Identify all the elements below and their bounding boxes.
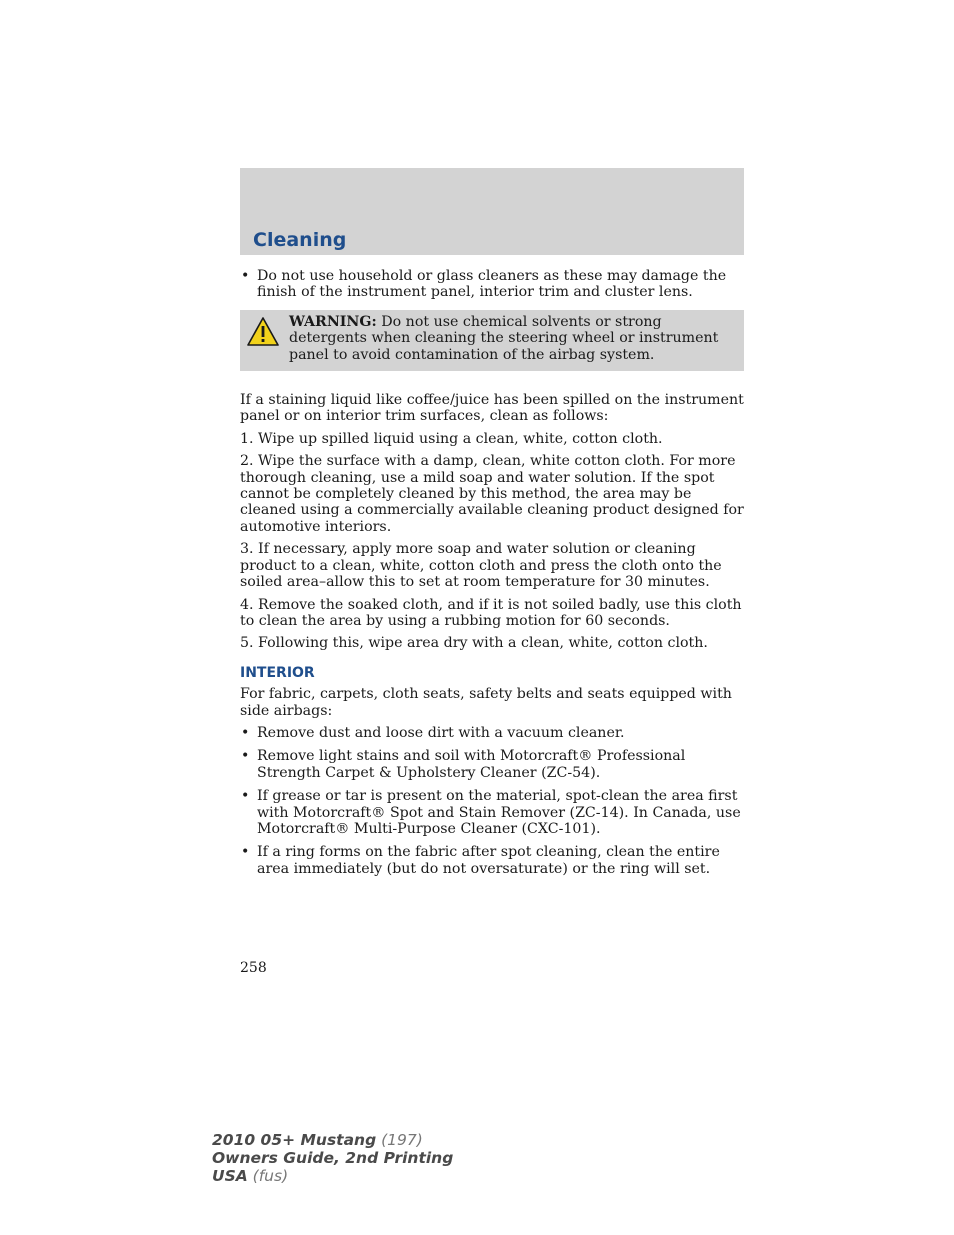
footer-model: 2010 05+ Mustang [212,1131,377,1149]
interior-intro: For fabric, carpets, cloth seats, safety belts and seats equipped with side airbags: [240,686,732,719]
footer-printing: Owners Guide, 2nd Printing [212,1149,454,1167]
list-item [240,725,744,741]
section-title: Cleaning [253,229,347,251]
footer-line-1 [212,1131,453,1149]
footer-line-2 [212,1149,453,1167]
step-1: 1. Wipe up spilled liquid using a clean, white, cotton cloth. [240,430,663,447]
list-item-text: Remove light stains and soil with Motorcraft® Professional Strength Carpet & Upholstery Cleaner (ZC-54). [257,748,686,781]
list-item [240,844,744,877]
list-item [240,748,744,781]
page-number: 258 [240,960,267,976]
warning-label: WARNING: [289,313,377,330]
warning-text: Do not use chemical solvents or strong detergents when cleaning the steering wheel or instrument panel to avoid contamination of the airbag system. [289,313,719,363]
bullet-glyph: • [241,268,250,284]
document-footer [212,1131,453,1185]
list-item [240,788,744,837]
footer-line-3 [212,1167,453,1185]
footer-market: USA [212,1167,248,1185]
section-header-band [240,168,744,255]
bullet-glyph: • [241,724,250,741]
bullet-glyph: • [241,844,250,861]
step-4: 4. Remove the soaked cloth, and if it is not soiled badly, use this cloth to clean the area by using a rubbing motion for 60 seconds. [240,596,742,629]
warning-box [240,310,744,371]
footer-model-code: (197) [376,1131,423,1149]
list-item-text: Remove dust and loose dirt with a vacuum cleaner. [257,724,625,741]
list-item-text: If grease or tar is present on the material, spot-clean the area first with Motorcraft® Spot and Stain Remover (ZC-14). In Canada, use Motorcraft® Multi-Purpose Cleaner (CXC-101). [257,788,741,837]
list-item-text: If a ring forms on the fabric after spot cleaning, clean the entire area immediately (but do not oversaturate) or the ring will set. [257,844,720,877]
step-3: 3. If necessary, apply more soap and water solution or cleaning product to a clean, white, cotton cloth and press the cloth onto the soiled area–allow this to set at room temperature for 30 minutes. [240,541,722,591]
bullet-glyph: • [241,788,250,805]
footer-market-code: (fus) [247,1167,289,1185]
list-item-text: Do not use household or glass cleaners as these may damage the finish of the instrument panel, interior trim and cluster lens. [257,268,727,301]
list-item [240,268,744,301]
warning-triangle-icon [246,316,280,348]
stain-intro: If a staining liquid like coffee/juice has been spilled on the instrument panel or on interior trim surfaces, clean as follows: [240,392,744,425]
interior-heading: INTERIOR [240,664,315,681]
page-content [240,268,744,884]
step-5: 5. Following this, wipe area dry with a clean, white, cotton cloth. [240,635,708,652]
bullet-glyph: • [241,748,250,765]
step-2: 2. Wipe the surface with a damp, clean, white cotton cloth. For more thorough cleaning, use a mild soap and water solution. If the spot cannot be completely cleaned by this method, the area may be cleaned using a commercially available cleaning product designed for automotive interiors. [240,453,744,535]
